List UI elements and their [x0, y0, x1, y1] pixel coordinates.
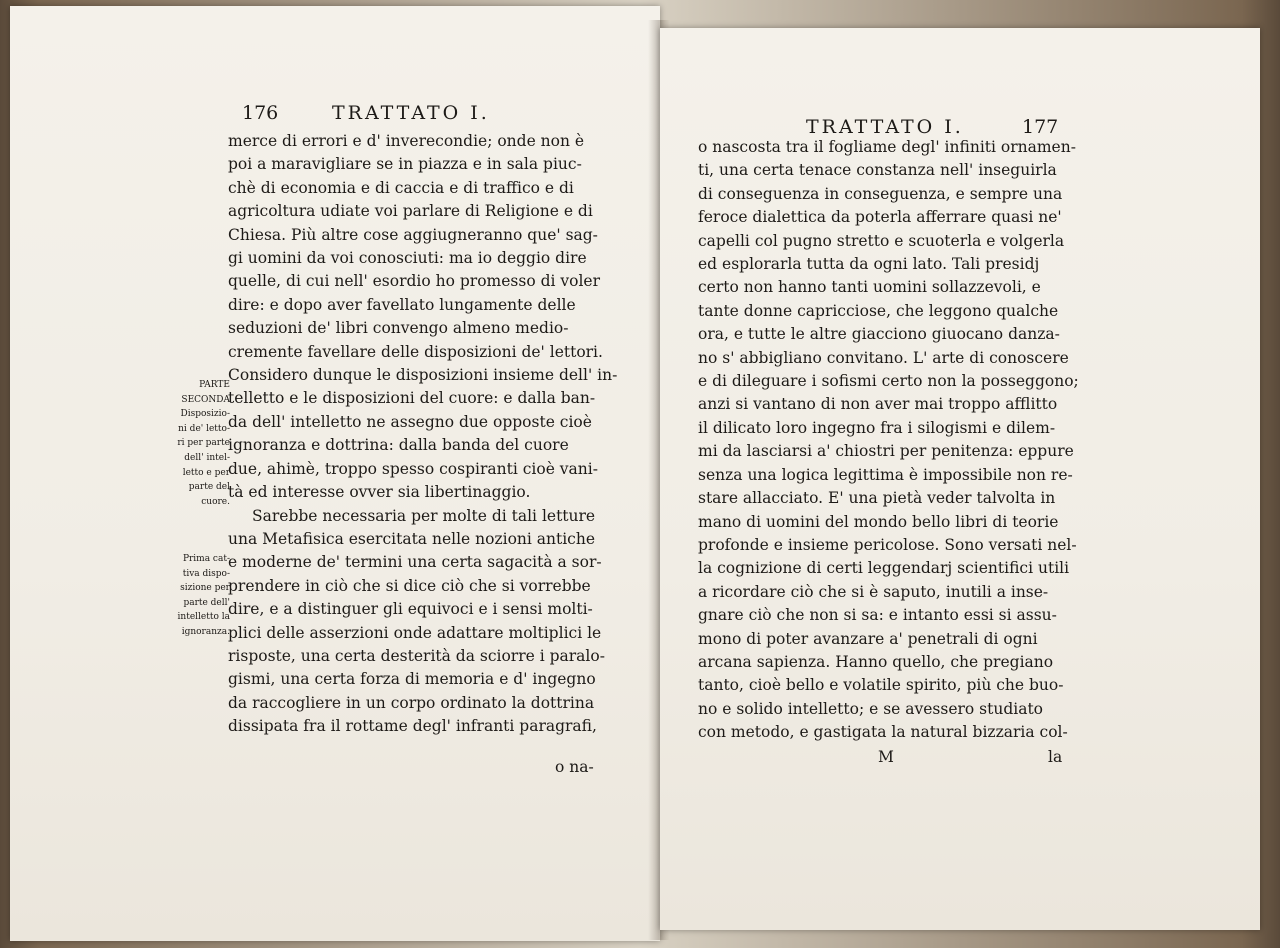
left-page-body: merce di errori e d' inverecondie; onde non è poi a maravigliare se in piazza e in sala piuc- chè di economia e di caccia e di traffico e di agricoltura udiate voi parlare di Religione e di Chiesa. Più altre cose aggiugneranno que' sag- gi uomini da voi conosciuti: ma io deggio dire quelle, di cui nell' esordio ho promesso di voler dire: e dopo aver favellato lungamente delle seduzioni de' libri convengo almeno medio- cremente favellare delle disposizioni de' lettori. Considero dunque le disposizioni insieme dell' in- telletto e le disposizioni del cuore: e dalla ban- da dell' intelletto ne assegno due opposte cioè ignoranza e dottrina: dalla banda del cuore due, ahimè, troppo spesso cospiranti cioè vani- tà ed interesse ovver sia libertinaggio. Sarebbe necessaria per molte di tali letture una Metafisica esercitata nelle nozioni antiche e moderne de' termini una certa sagacità a sor- prendere in ciò che si dice ciò che si vorrebbe dire, e a distinguer gli equivoci e i sensi molti- plici delle asserzioni onde adattare moltiplici le risposte, una certa desterità da sciorre i paralo- gismi, una certa forza di memoria e d' ingegno da raccogliere in un corpo ordinato la dottrina dissipata fra il rottame degl' infranti paragrafi, [228, 132, 618, 736]
left-catchword: o na- [555, 758, 594, 776]
left-page-number: 176 [242, 102, 279, 124]
right-page-number: 177 [1022, 116, 1059, 138]
left-running-head: TRATTATO I. [332, 102, 490, 124]
right-page-body: o nascosta tra il fogliame degl' infiniti ornamen- ti, una certa tenace constanza nell' inseguirla di conseguenza in conseguenza, e sempre una feroce dialettica da poterla afferrare quasi ne' capelli col pugno stretto e scuoterla e volgerla ed esplorarla tutta da ogni lato. Tali presidj certo non hanno tanti uomini sollazzevoli, e tante donne capricciose, che leggono qualche ora, e tutte le altre giacciono giuocano danza- no s' abbigliano convitano. L' arte di conoscere e di dileguare i sofismi certo non la posseggono; anzi si vantano di non aver mai troppo afflitto il dilicato loro ingegno fra i silogismi e dilem- mi da lasciarsi a' chiostri per penitenza: eppure senza una logica legittima è impossibile non re- stare allacciato. E' una pietà veder talvolta in mano di uomini del mondo bello libri di teorie profonde e insieme pericolose. Sono versati nel- la cognizione di certi leggendarj scientifici utili a ricordare ciò che si è saputo, inutili a inse- gnare ciò che non si sa: e intanto essi si assu- mono di poter avanzare a' penetrali di ogni arcana sapienza. Hanno quello, che pregiano tanto, cioè bello e volatile spirito, più che buo- no e solido intelletto; e se avessero studiato con metodo, e gastigata la natural bizzaria col- [698, 138, 1079, 742]
right-signature-mark: M [878, 748, 894, 766]
margin-note-prima-cattiva: Prima cat- tiva dispo- sizione per parte dell' intelletto la ignoranza. [177, 554, 230, 637]
right-running-head: TRATTATO I. [806, 116, 964, 138]
right-page [660, 28, 1260, 930]
left-page [10, 6, 660, 941]
right-catchword: la [1048, 748, 1063, 766]
margin-note-parte-seconda: PARTE SECONDA Disposizio- ni de' letto- ri per parte dell' intel- letto e per parte del cuore. [177, 380, 230, 507]
